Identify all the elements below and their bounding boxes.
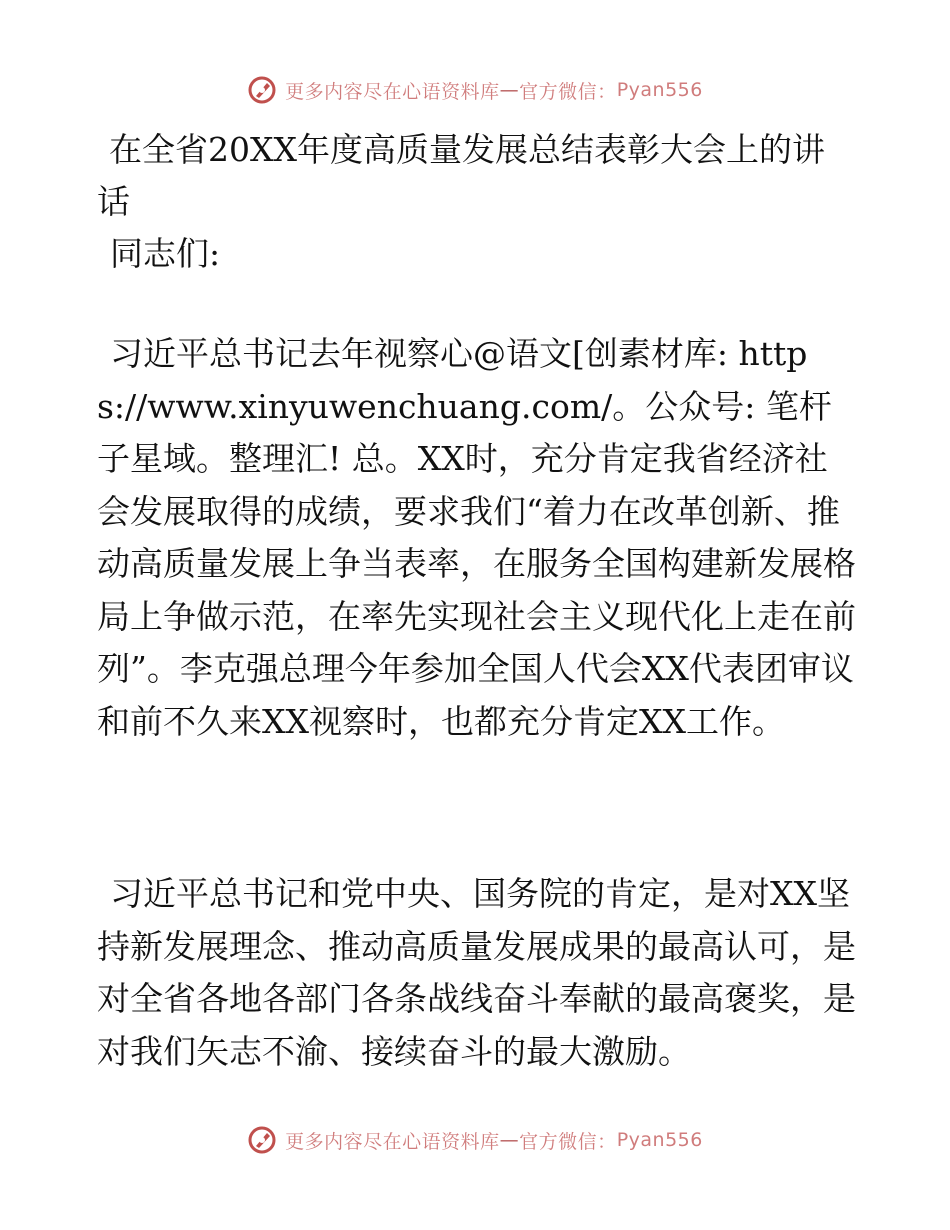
watermark-wechat-handle: Pyan556	[616, 79, 703, 101]
watermark-wechat-handle: Pyan556	[616, 1129, 703, 1151]
watermark-separator: —	[499, 79, 520, 101]
footer-watermark	[0, 1120, 950, 1160]
pen-circle-logo-icon	[247, 75, 277, 105]
watermark-text: 更多内容尽在心语资料库	[285, 80, 500, 103]
header-watermark	[0, 70, 950, 110]
watermark-text: 更多内容尽在心语资料库	[285, 1130, 500, 1153]
pen-circle-logo-icon	[247, 1125, 277, 1155]
paragraph-2: 习近平总书记和党中央、国务院的肯定，是对XX坚持新发展理念、推动高质量发展成果的最高认可，是对全省各地各部门各条战线奋斗奉献的最高褒奖，是对我们矢志不渝、接续奋斗的最大激励。	[97, 874, 856, 1071]
document-title: 在全省20XX年度高质量发展总结表彰大会上的讲话	[97, 130, 825, 221]
watermark-separator: —	[499, 1129, 520, 1151]
watermark-wechat-label: 官方微信：	[519, 1130, 617, 1153]
salutation: 同志们:	[110, 234, 221, 273]
paragraph-1: 习近平总书记去年视察心@语文[创素材库: https://www.xinyuwenchuang.com/。公众号: 笔杆子星域。整理汇! 总。XX时，充分肯定我省经济社会发展取得的成绩，要求我们“着力在改革创新、推动高质量发展上争当表率，在服务全国构建新发展格局上争做示范，在率先实现社会主义现代化上走在前列”。李克强总理今年参加全国人代会XX代表团审议和前不久来XX视察时，也都充分肯定XX工作。	[97, 334, 856, 741]
watermark-wechat-label: 官方微信：	[519, 80, 617, 103]
